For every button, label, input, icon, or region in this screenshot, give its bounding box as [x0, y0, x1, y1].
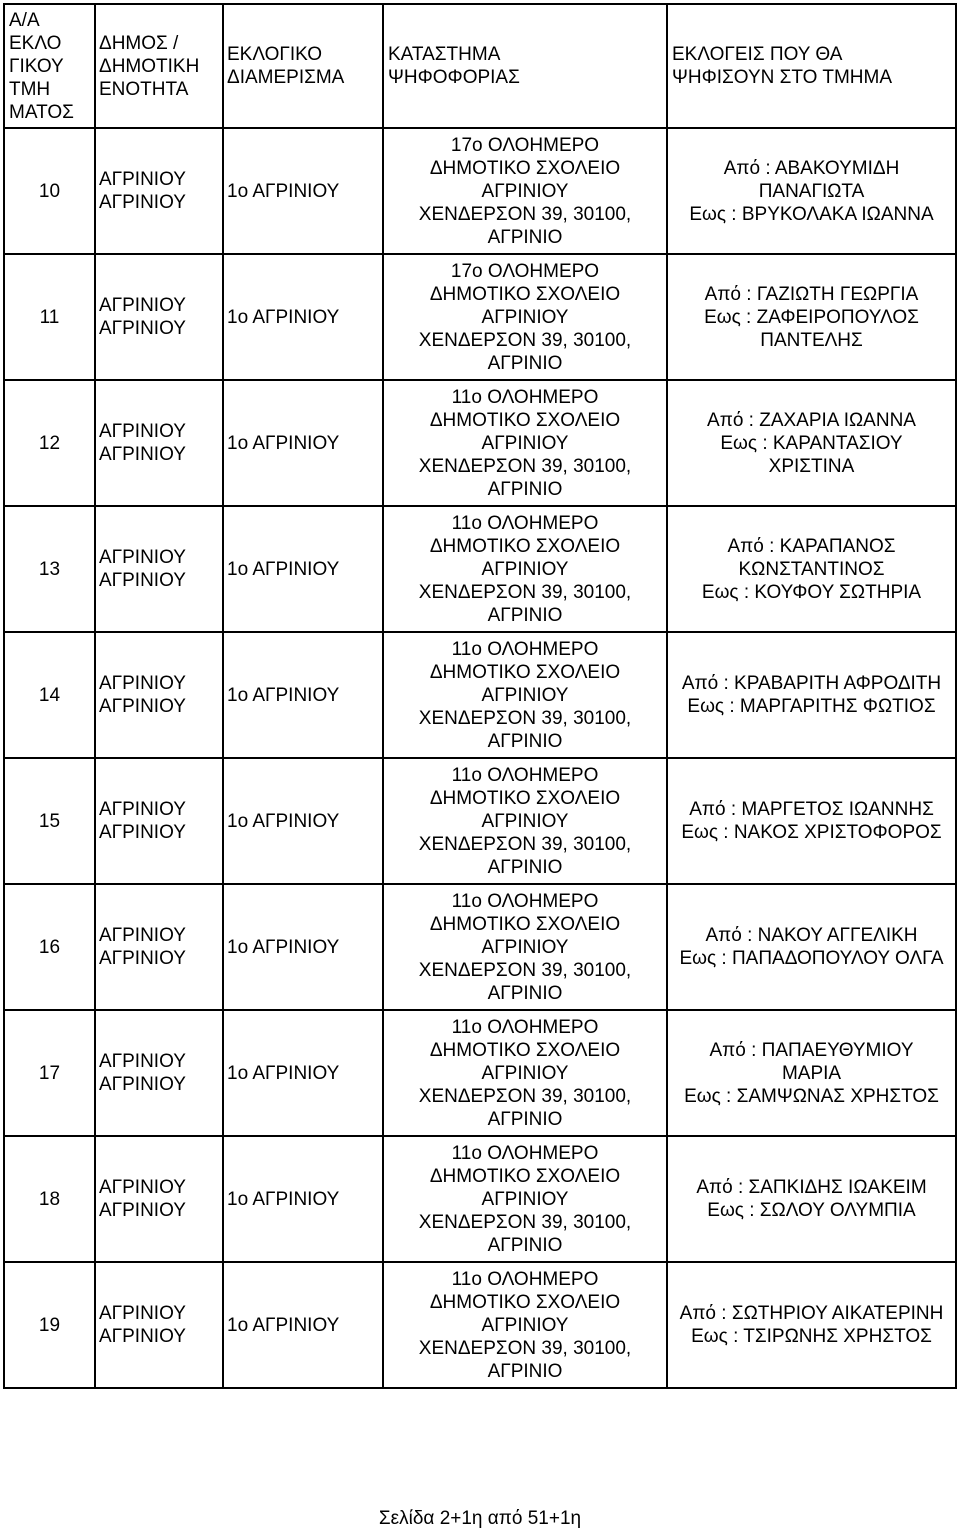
cell-dimos — [95, 254, 223, 380]
table-row — [4, 1262, 956, 1388]
katastima-line: ΔΗΜΟΤΙΚΟ ΣΧΟΛΕΙΟ — [429, 1291, 621, 1313]
cell-sections — [667, 758, 956, 884]
katastima-line: ΧΕΝΔΕΡΣΟΝ 39, 30100, — [418, 1337, 632, 1359]
dimos-line: ΑΓΡΙΝΙΟΥ — [99, 1200, 186, 1221]
sections-line: Από : ΓΑΖΙΩΤΗ ΓΕΩΡΓΙΑ — [704, 283, 919, 305]
cell-eklogiko: 1ο ΑΓΡΙΝΙΟΥ — [223, 1136, 383, 1262]
sections-line: Εως : ΣΩΛΟΥ ΟΛΥΜΠΙΑ — [707, 1200, 916, 1221]
katastima-line: ΔΗΜΟΤΙΚΟ ΣΧΟΛΕΙΟ — [429, 535, 621, 557]
table-row — [4, 506, 956, 632]
cell-katastima — [383, 254, 667, 380]
dimos-line: ΑΓΡΙΝΙΟΥ — [99, 1074, 186, 1095]
katastima-line: ΧΕΝΔΕΡΣΟΝ 39, 30100, — [418, 1085, 632, 1107]
katastima-line: ΑΓΡΙΝΙΟ — [487, 1108, 563, 1130]
cell-eklogiko: 1ο ΑΓΡΙΝΙΟΥ — [223, 128, 383, 254]
table-row — [4, 884, 956, 1010]
cell-aa: 11 — [4, 254, 95, 380]
katastima-line: ΑΓΡΙΝΙΟ — [487, 1234, 563, 1256]
cell-katastima — [383, 632, 667, 758]
cell-aa: 17 — [4, 1010, 95, 1136]
cell-aa: 15 — [4, 758, 95, 884]
cell-eklogiko: 1ο ΑΓΡΙΝΙΟΥ — [223, 884, 383, 1010]
header-aa: Α/Α ΕΚΛΟ ΓΙΚΟΥ ΤΜΗ ΜΑΤΟΣ — [4, 4, 95, 128]
katastima-line: ΑΓΡΙΝΙΟΥ — [481, 180, 569, 202]
dimos-line: ΑΓΡΙΝΙΟΥ — [99, 295, 186, 316]
sections-line: ΠΑΝΤΕΛΗΣ — [760, 329, 863, 351]
katastima-line: 11ο ΟΛΟΗΜΕΡΟ — [451, 764, 599, 786]
katastima-line: ΑΓΡΙΝΙΟ — [487, 1360, 563, 1382]
cell-katastima — [383, 1010, 667, 1136]
cell-katastima — [383, 1262, 667, 1388]
sections-line: ΧΡΙΣΤΙΝΑ — [768, 455, 855, 477]
katastima-line: 11ο ΟΛΟΗΜΕΡΟ — [451, 1268, 599, 1290]
katastima-line: ΧΕΝΔΕΡΣΟΝ 39, 30100, — [418, 203, 632, 225]
table-row — [4, 632, 956, 758]
sections-line: Εως : ΚΑΡΑΝΤΑΣΙΟΥ — [720, 432, 903, 454]
dimos-line: ΑΓΡΙΝΙΟΥ — [99, 169, 186, 190]
katastima-line: ΑΓΡΙΝΙΟ — [487, 604, 563, 626]
sections-line: Εως : ΠΑΠΑΔΟΠΟΥΛΟΥ ΟΛΓΑ — [679, 948, 944, 969]
dimos-line: ΑΓΡΙΝΙΟΥ — [99, 547, 186, 568]
cell-sections — [667, 506, 956, 632]
cell-dimos — [95, 884, 223, 1010]
dimos-line: ΑΓΡΙΝΙΟΥ — [99, 673, 186, 694]
sections-line: Από : ΜΑΡΓΕΤΟΣ ΙΩΑΝΝΗΣ — [689, 799, 934, 820]
katastima-line: ΔΗΜΟΤΙΚΟ ΣΧΟΛΕΙΟ — [429, 913, 621, 935]
cell-dimos — [95, 632, 223, 758]
dimos-line: ΑΓΡΙΝΙΟΥ — [99, 570, 186, 591]
cell-dimos — [95, 1262, 223, 1388]
cell-eklogiko: 1ο ΑΓΡΙΝΙΟΥ — [223, 380, 383, 506]
katastima-line: ΑΓΡΙΝΙΟ — [487, 856, 563, 878]
cell-dimos — [95, 1136, 223, 1262]
dimos-line: ΑΓΡΙΝΙΟΥ — [99, 421, 186, 442]
dimos-line: ΑΓΡΙΝΙΟΥ — [99, 822, 186, 843]
katastima-line: ΧΕΝΔΕΡΣΟΝ 39, 30100, — [418, 329, 632, 351]
table-row — [4, 128, 956, 254]
cell-eklogiko: 1ο ΑΓΡΙΝΙΟΥ — [223, 1010, 383, 1136]
katastima-line: ΑΓΡΙΝΙΟΥ — [481, 306, 569, 328]
katastima-line: 11ο ΟΛΟΗΜΕΡΟ — [451, 890, 599, 912]
katastima-line: ΑΓΡΙΝΙΟΥ — [481, 1314, 569, 1336]
sections-line: Από : ΣΑΠΚΙΔΗΣ ΙΩΑΚΕΙΜ — [696, 1177, 927, 1198]
katastima-line: ΧΕΝΔΕΡΣΟΝ 39, 30100, — [418, 833, 632, 855]
cell-katastima — [383, 128, 667, 254]
table-row — [4, 1136, 956, 1262]
katastima-line: 11ο ΟΛΟΗΜΕΡΟ — [451, 512, 599, 534]
polling-sections-table — [3, 3, 957, 1389]
katastima-line: ΔΗΜΟΤΙΚΟ ΣΧΟΛΕΙΟ — [429, 787, 621, 809]
katastima-line: ΑΓΡΙΝΙΟΥ — [481, 558, 569, 580]
katastima-line: 17ο ΟΛΟΗΜΕΡΟ — [450, 134, 600, 156]
table-row — [4, 380, 956, 506]
header-eklogiko: ΕΚΛΟΓΙΚΟ ΔΙΑΜΕΡΙΣΜΑ — [223, 4, 383, 128]
dimos-line: ΑΓΡΙΝΙΟΥ — [99, 799, 186, 820]
table-row — [4, 758, 956, 884]
katastima-line: ΑΓΡΙΝΙΟ — [487, 352, 563, 374]
cell-sections — [667, 632, 956, 758]
cell-katastima — [383, 758, 667, 884]
cell-sections — [667, 1136, 956, 1262]
katastima-line: ΧΕΝΔΕΡΣΟΝ 39, 30100, — [418, 455, 632, 477]
cell-eklogiko: 1ο ΑΓΡΙΝΙΟΥ — [223, 254, 383, 380]
cell-aa: 10 — [4, 128, 95, 254]
cell-katastima — [383, 506, 667, 632]
katastima-line: ΧΕΝΔΕΡΣΟΝ 39, 30100, — [418, 707, 632, 729]
dimos-line: ΑΓΡΙΝΙΟΥ — [99, 696, 186, 717]
sections-line: Εως : ΣΑΜΨΩΝΑΣ ΧΡΗΣΤΟΣ — [684, 1085, 939, 1107]
cell-katastima — [383, 884, 667, 1010]
katastima-line: ΔΗΜΟΤΙΚΟ ΣΧΟΛΕΙΟ — [429, 157, 621, 179]
cell-eklogiko: 1ο ΑΓΡΙΝΙΟΥ — [223, 506, 383, 632]
katastima-line: ΔΗΜΟΤΙΚΟ ΣΧΟΛΕΙΟ — [429, 661, 621, 683]
sections-line: ΚΩΝΣΤΑΝΤΙΝΟΣ — [738, 558, 885, 580]
cell-dimos — [95, 128, 223, 254]
katastima-line: ΔΗΜΟΤΙΚΟ ΣΧΟΛΕΙΟ — [429, 1039, 621, 1061]
sections-line: Από : ΠΑΠΑΕΥΘΥΜΙΟΥ — [709, 1039, 914, 1061]
cell-sections — [667, 254, 956, 380]
katastima-line: 11ο ΟΛΟΗΜΕΡΟ — [451, 1142, 599, 1164]
katastima-line: ΑΓΡΙΝΙΟ — [487, 982, 563, 1004]
sections-line: Από : ΝΑΚΟΥ ΑΓΓΕΛΙΚΗ — [705, 925, 918, 946]
katastima-line: ΑΓΡΙΝΙΟΥ — [481, 432, 569, 454]
katastima-line: 17ο ΟΛΟΗΜΕΡΟ — [450, 260, 600, 282]
dimos-line: ΑΓΡΙΝΙΟΥ — [99, 925, 186, 946]
katastima-line: ΑΓΡΙΝΙΟΥ — [481, 936, 569, 958]
cell-aa: 12 — [4, 380, 95, 506]
sections-line: Εως : ΝΑΚΟΣ ΧΡΙΣΤΟΦΟΡΟΣ — [681, 822, 942, 843]
table-body — [4, 128, 956, 1388]
dimos-line: ΑΓΡΙΝΙΟΥ — [99, 444, 186, 465]
cell-aa: 14 — [4, 632, 95, 758]
dimos-line: ΑΓΡΙΝΙΟΥ — [99, 1326, 186, 1347]
dimos-line: ΑΓΡΙΝΙΟΥ — [99, 1051, 186, 1072]
cell-sections — [667, 128, 956, 254]
katastima-line: ΔΗΜΟΤΙΚΟ ΣΧΟΛΕΙΟ — [429, 283, 621, 305]
dimos-line: ΑΓΡΙΝΙΟΥ — [99, 948, 186, 969]
cell-dimos — [95, 380, 223, 506]
sections-line: Εως : ΒΡΥΚΟΛΑΚΑ ΙΩΑΝΝΑ — [689, 203, 934, 225]
katastima-line: ΧΕΝΔΕΡΣΟΝ 39, 30100, — [418, 1211, 632, 1233]
cell-aa: 18 — [4, 1136, 95, 1262]
cell-aa: 19 — [4, 1262, 95, 1388]
sections-line: Εως : ΤΣΙΡΩΝΗΣ ΧΡΗΣΤΟΣ — [691, 1326, 932, 1347]
dimos-line: ΑΓΡΙΝΙΟΥ — [99, 318, 186, 339]
sections-line: Από : ΚΑΡΑΠΑΝΟΣ — [727, 535, 896, 557]
sections-line: Εως : ΚΟΥΦΟΥ ΣΩΤΗΡΙΑ — [701, 581, 922, 603]
katastima-line: ΑΓΡΙΝΙΟΥ — [481, 1188, 569, 1210]
katastima-line: ΑΓΡΙΝΙΟΥ — [481, 810, 569, 832]
cell-katastima — [383, 380, 667, 506]
katastima-line: ΔΗΜΟΤΙΚΟ ΣΧΟΛΕΙΟ — [429, 1165, 621, 1187]
cell-sections — [667, 1262, 956, 1388]
header-sections: ΕΚΛΟΓΕΙΣ ΠΟΥ ΘΑ ΨΗΦΙΣΟΥΝ ΣΤΟ ΤΜΗΜΑ — [667, 4, 956, 128]
dimos-line: ΑΓΡΙΝΙΟΥ — [99, 1177, 186, 1198]
cell-aa: 16 — [4, 884, 95, 1010]
cell-sections — [667, 380, 956, 506]
sections-line: ΠΑΝΑΓΙΩΤΑ — [758, 180, 865, 202]
katastima-line: 11ο ΟΛΟΗΜΕΡΟ — [451, 386, 599, 408]
table-row — [4, 254, 956, 380]
cell-katastima — [383, 1136, 667, 1262]
cell-dimos — [95, 506, 223, 632]
katastima-line: 11ο ΟΛΟΗΜΕΡΟ — [451, 1016, 599, 1038]
dimos-line: ΑΓΡΙΝΙΟΥ — [99, 1303, 186, 1324]
page-footer: Σελίδα 2+1η από 51+1η — [378, 1508, 582, 1529]
katastima-line: ΑΓΡΙΝΙΟ — [487, 226, 563, 248]
cell-sections — [667, 884, 956, 1010]
cell-aa: 13 — [4, 506, 95, 632]
table-row — [4, 1010, 956, 1136]
cell-sections — [667, 1010, 956, 1136]
katastima-line: ΧΕΝΔΕΡΣΟΝ 39, 30100, — [418, 581, 632, 603]
katastima-line: ΔΗΜΟΤΙΚΟ ΣΧΟΛΕΙΟ — [429, 409, 621, 431]
sections-line: Εως : ΖΑΦΕΙΡΟΠΟΥΛΟΣ — [704, 306, 919, 328]
katastima-line: ΑΓΡΙΝΙΟ — [487, 478, 563, 500]
katastima-line: ΑΓΡΙΝΙΟ — [487, 730, 563, 752]
sections-line: Από : ΑΒΑΚΟΥΜΙΔΗ — [723, 157, 900, 179]
cell-dimos — [95, 1010, 223, 1136]
katastima-line: ΧΕΝΔΕΡΣΟΝ 39, 30100, — [418, 959, 632, 981]
sections-line: ΜΑΡΙΑ — [781, 1062, 842, 1084]
header-row — [4, 4, 956, 128]
cell-eklogiko: 1ο ΑΓΡΙΝΙΟΥ — [223, 1262, 383, 1388]
header-katastima: ΚΑΤΑΣΤΗΜΑ ΨΗΦΟΦΟΡΙΑΣ — [383, 4, 667, 128]
sections-line: Εως : ΜΑΡΓΑΡΙΤΗΣ ΦΩΤΙΟΣ — [687, 696, 936, 717]
katastima-line: ΑΓΡΙΝΙΟΥ — [481, 684, 569, 706]
header-dimos: ΔΗΜΟΣ / ΔΗΜΟΤΙΚΗ ΕΝΟΤΗΤΑ — [95, 4, 223, 128]
cell-eklogiko: 1ο ΑΓΡΙΝΙΟΥ — [223, 758, 383, 884]
cell-eklogiko: 1ο ΑΓΡΙΝΙΟΥ — [223, 632, 383, 758]
katastima-line: 11ο ΟΛΟΗΜΕΡΟ — [451, 638, 599, 660]
cell-dimos — [95, 758, 223, 884]
katastima-line: ΑΓΡΙΝΙΟΥ — [481, 1062, 569, 1084]
sections-line: Από : ΣΩΤΗΡΙΟΥ ΑΙΚΑΤΕΡΙΝΗ — [679, 1303, 944, 1324]
sections-line: Από : ΚΡΑΒΑΡΙΤΗ ΑΦΡΟΔΙΤΗ — [681, 673, 942, 694]
sections-line: Από : ΖΑΧΑΡΙΑ ΙΩΑΝΝΑ — [707, 409, 916, 431]
dimos-line: ΑΓΡΙΝΙΟΥ — [99, 192, 186, 213]
